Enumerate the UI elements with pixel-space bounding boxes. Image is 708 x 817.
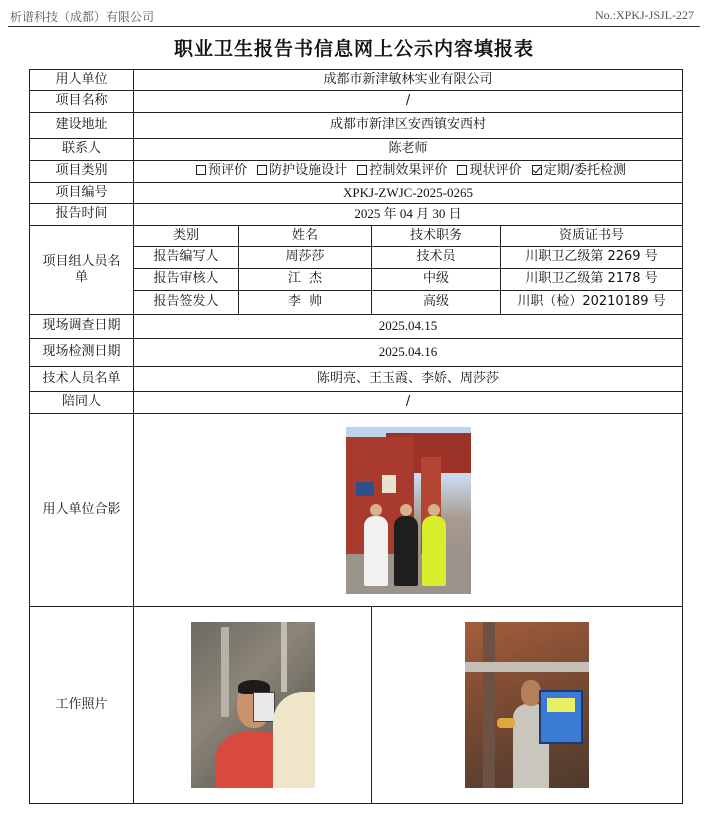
option-protection-design: 防护设施设计 (269, 163, 348, 179)
employer-value: 成都市新津敏林实业有限公司 (134, 70, 683, 91)
member-title: 高级 (372, 291, 501, 315)
members-label: 项目组人员名单 (30, 226, 134, 315)
report-date-label: 报告时间 (30, 204, 134, 226)
checkbox-status-evaluation[interactable] (457, 165, 467, 175)
project-name-value: / (134, 91, 683, 113)
row-work-photos (30, 607, 683, 804)
member-cert: 川职（检）20210189 号 (501, 291, 683, 315)
category-options (134, 161, 683, 183)
row-technicians (30, 367, 683, 392)
row-test-date (30, 339, 683, 367)
row-employer (30, 70, 683, 91)
row-category (30, 161, 683, 183)
member-title: 中级 (372, 269, 501, 291)
employer-label: 用人单位 (30, 70, 134, 91)
option-pre-evaluation: 预评价 (208, 163, 248, 179)
group-photo-image (346, 427, 471, 594)
row-contact (30, 139, 683, 161)
checkbox-protection-design[interactable] (257, 165, 267, 175)
work-photo-cell-2 (372, 607, 683, 804)
group-photo-cell (134, 414, 683, 607)
work-photos-label: 工作照片 (30, 607, 134, 804)
project-no-label: 项目编号 (30, 183, 134, 204)
row-project-no (30, 183, 683, 204)
technicians-label: 技术人员名单 (30, 367, 134, 392)
company-name: 析谱科技（成都）有限公司 (10, 10, 155, 24)
address-label: 建设地址 (30, 113, 134, 139)
category-label: 项目类别 (30, 161, 134, 183)
disclosure-form-table (29, 69, 683, 804)
member-role: 报告编写人 (134, 247, 239, 269)
page-title: 职业卫生报告书信息网上公示内容填报表 (173, 38, 534, 60)
test-date-label: 现场检测日期 (30, 339, 134, 367)
escort-label: 陪同人 (30, 392, 134, 414)
row-address (30, 113, 683, 139)
contact-value: 陈老师 (134, 139, 683, 161)
project-no-value: XPKJ-ZWJC-2025-0265 (134, 183, 683, 204)
member-col-title: 技术职务 (372, 226, 501, 247)
address-value: 成都市新津区安西镇安西村 (134, 113, 683, 139)
escort-value: / (134, 392, 683, 414)
member-name: 江 杰 (239, 269, 372, 291)
survey-date-value: 2025.04.15 (134, 315, 683, 339)
checkbox-periodic-testing[interactable] (532, 165, 542, 175)
row-survey-date (30, 315, 683, 339)
work-photo-cell-1 (134, 607, 372, 804)
project-name-label: 项目名称 (30, 91, 134, 113)
member-cert: 川职卫乙级第 2269 号 (501, 247, 683, 269)
row-project-name (30, 91, 683, 113)
checkbox-pre-evaluation[interactable] (196, 165, 206, 175)
row-escort (30, 392, 683, 414)
option-control-effect: 控制效果评价 (369, 163, 448, 179)
member-role: 报告签发人 (134, 291, 239, 315)
member-name: 李 帅 (239, 291, 372, 315)
member-col-cert: 资质证书号 (501, 226, 683, 247)
group-photo-label: 用人单位合影 (30, 414, 134, 607)
work-photo-image (465, 622, 589, 788)
option-status-evaluation: 现状评价 (469, 163, 522, 179)
member-cert: 川职卫乙级第 2178 号 (501, 269, 683, 291)
member-header-row (30, 226, 683, 247)
member-col-role: 类别 (134, 226, 239, 247)
checkbox-control-effect[interactable] (357, 165, 367, 175)
test-date-value: 2025.04.16 (134, 339, 683, 367)
member-col-name: 姓名 (239, 226, 372, 247)
header-divider (8, 26, 700, 27)
option-periodic-testing: 定期/委托检测 (543, 163, 627, 179)
row-report-date (30, 204, 683, 226)
document-number: No.:XPKJ-JSJL-227 (594, 8, 694, 22)
work-photo-image (191, 622, 315, 788)
survey-date-label: 现场调查日期 (30, 315, 134, 339)
member-title: 技术员 (372, 247, 501, 269)
member-name: 周莎莎 (239, 247, 372, 269)
technicians-value: 陈明亮、王玉霞、李娇、周莎莎 (134, 367, 683, 392)
report-date-value: 2025 年 04 月 30 日 (134, 204, 683, 226)
member-role: 报告审核人 (134, 269, 239, 291)
row-group-photo (30, 414, 683, 607)
contact-label: 联系人 (30, 139, 134, 161)
